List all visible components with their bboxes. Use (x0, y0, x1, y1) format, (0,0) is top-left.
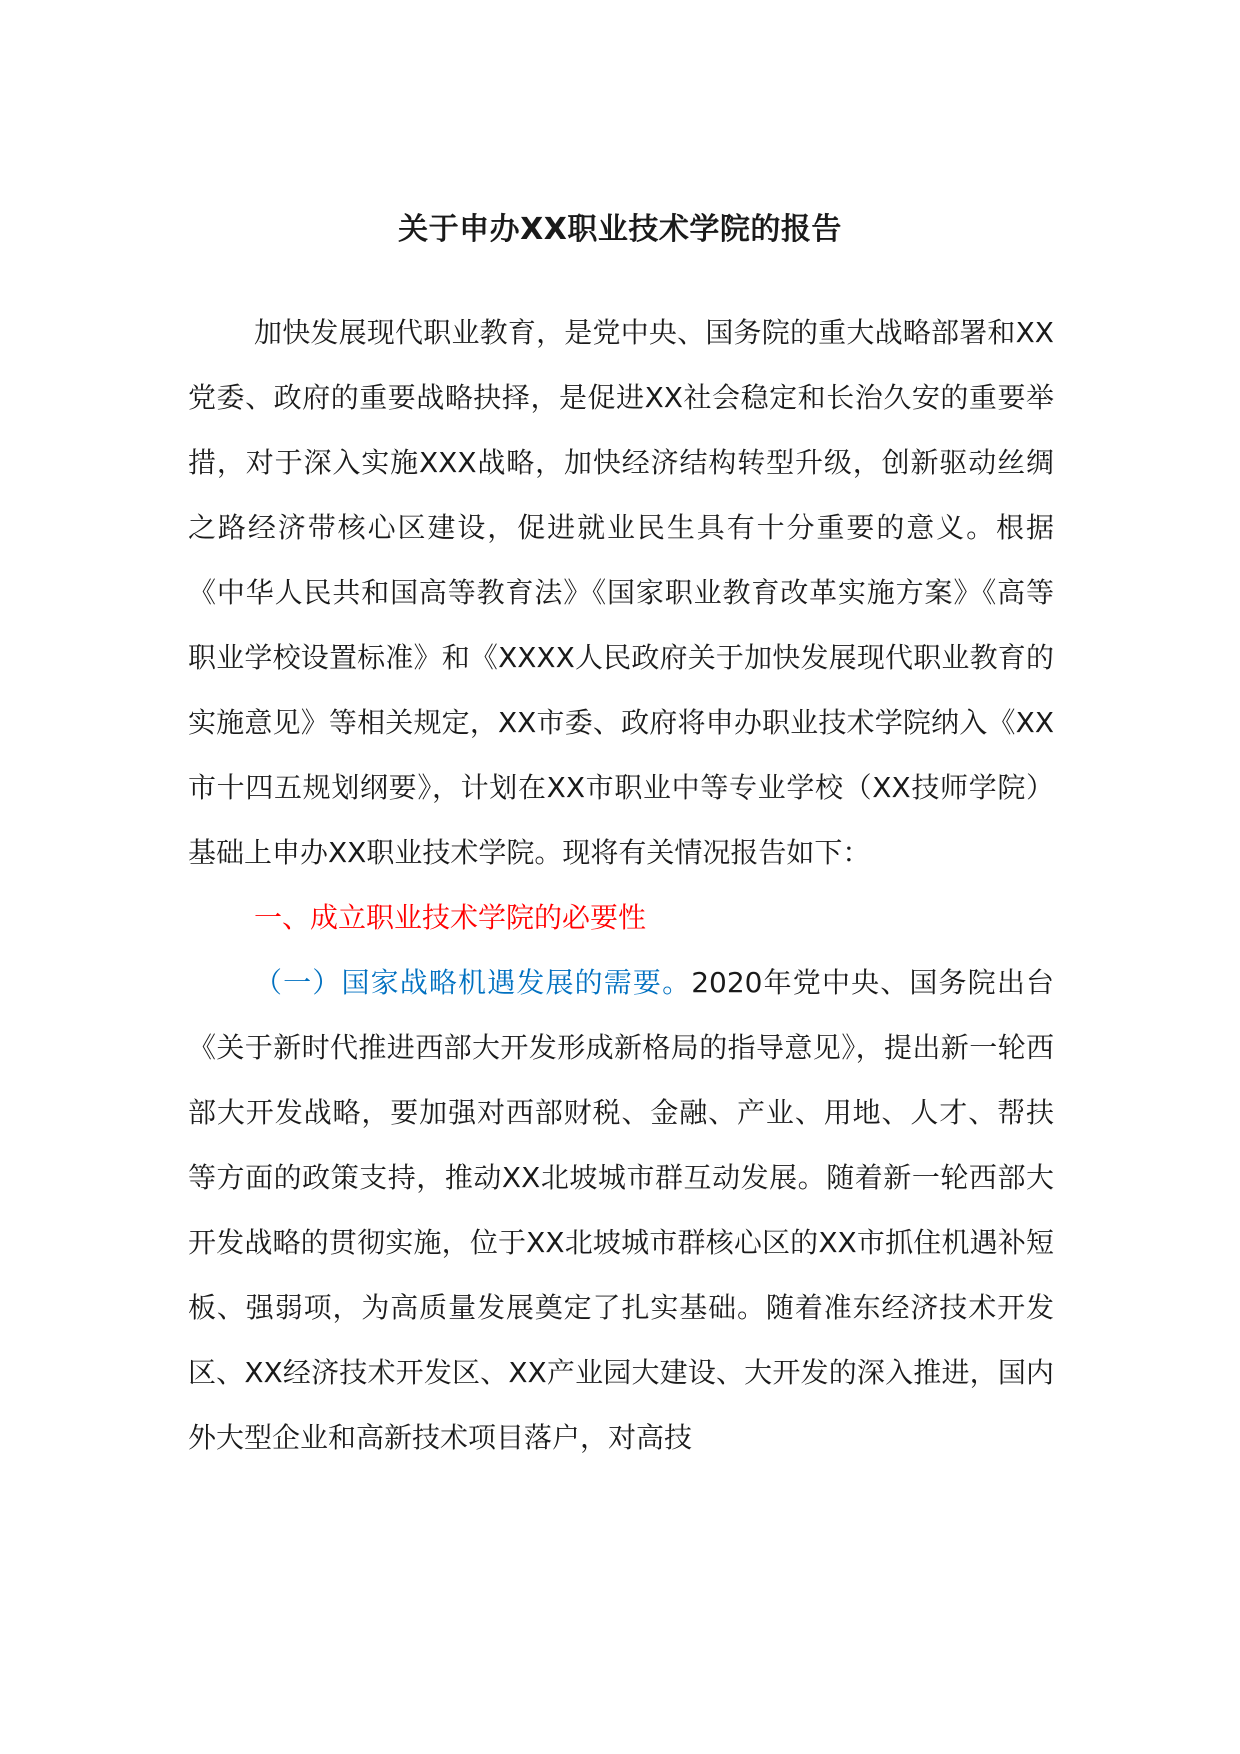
document-title: 关于申办XX职业技术学院的报告 (398, 212, 842, 247)
section-heading-1: 一、成立职业技术学院的必要性 (254, 901, 647, 934)
intro-paragraph: 加快发展现代职业教育，是党中央、国务院的重大战略部署和XX党委、政府的重要战略抉择，是促进XX社会稳定和长治久安的重要举措，对于深入实施XXX战略，加快经济结构转型升级，创新驱动丝绸之路经济带核心区建设，促进就业民生具有十分重要的意义。根据《中华人民共和国高等教育法》《国家职业教育改革实施方案》《高等职业学校设置标准》和《XXXX人民政府关于加快发展现代职业教育的实施意见》等相关规定，XX市委、政府将申办职业技术学院纳入《XX市十四五规划纲要》，计划在XX市职业中等专业学校（XX技师学院）基础上申办XX职业技术学院。现将有关情况报告如下： (188, 316, 1054, 869)
document-body (188, 300, 1054, 1470)
subsection-body-1: 2020年党中央、国务院出台《关于新时代推进西部大开发形成新格局的指导意见》，提出新一轮西部大开发战略，要加强对西部财税、金融、产业、用地、人才、帮扶等方面的政策支持，推动XX北坡城市群互动发展。随着新一轮西部大开发战略的贯彻实施，位于XX北坡城市群核心区的XX市抓住机遇补短板、强弱项，为高质量发展奠定了扎实基础。随着准东经济技术开发区、XX经济技术开发区、XX产业园大建设、大开发的深入推进，国内外大型企业和高新技术项目落户，对高技 (188, 966, 1054, 1454)
subsection-paragraph-1 (188, 950, 1054, 1470)
subsection-heading-1: （一）国家战略机遇发展的需要。 (254, 966, 692, 999)
